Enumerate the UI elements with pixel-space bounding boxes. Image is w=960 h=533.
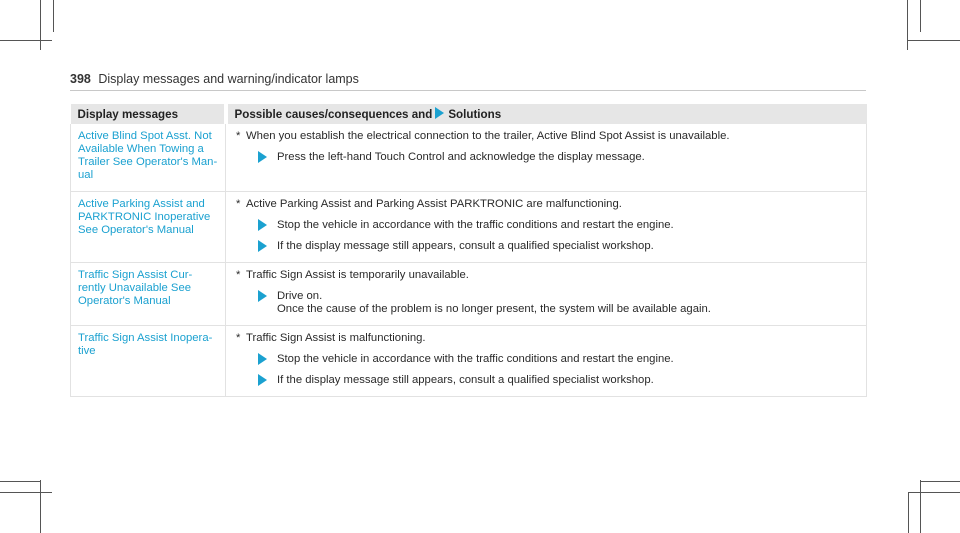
asterisk-icon: *	[236, 269, 241, 281]
table-header-row	[71, 104, 867, 124]
display-message: Active Blind Spot Asst. Not Available When Towing a Trailer See Operator's Man- ual	[71, 124, 226, 192]
solution-cell	[226, 263, 867, 326]
action-arrow-icon	[258, 240, 267, 252]
crop-mark	[908, 492, 909, 533]
column-header-messages: Display messages	[71, 104, 226, 124]
cause	[236, 198, 859, 211]
display-message: Active Parking Assist and PARKTRONIC Inoperative See Operator's Manual	[71, 192, 226, 263]
cause-text: Traffic Sign Assist is malfunctioning.	[246, 332, 426, 344]
solution-cell	[226, 326, 867, 397]
column-header-suffix: Solutions	[448, 108, 502, 121]
table-row	[71, 192, 867, 263]
crop-mark	[920, 480, 921, 533]
action-text: If the display message still appears, consult a qualified specialist workshop.	[277, 374, 654, 386]
cause-text: Active Parking Assist and Parking Assist PARKTRONIC are malfunctioning.	[246, 198, 622, 210]
cause-text: Traffic Sign Assist is temporarily unavailable.	[246, 269, 469, 281]
table-row	[71, 326, 867, 397]
action-text-group	[277, 290, 711, 316]
action-step	[258, 353, 859, 366]
asterisk-icon: *	[236, 130, 241, 142]
crop-mark	[908, 492, 960, 493]
action-step	[258, 290, 859, 316]
action-step	[258, 151, 859, 164]
action-arrow-icon	[258, 290, 267, 302]
action-step	[258, 374, 859, 387]
action-text: Stop the vehicle in accordance with the traffic conditions and restart the engine.	[277, 219, 674, 231]
action-text: Once the cause of the problem is no longer present, the system will be available again.	[277, 303, 711, 315]
action-step	[258, 240, 859, 253]
cause	[236, 269, 859, 282]
crop-mark	[0, 492, 52, 493]
table-row	[71, 124, 867, 192]
table-row	[71, 263, 867, 326]
action-text: If the display message still appears, consult a qualified specialist workshop.	[277, 240, 654, 252]
crop-mark	[40, 0, 41, 50]
display-message: Traffic Sign Assist Cur- rently Unavailable See Operator's Manual	[71, 263, 226, 326]
action-arrow-icon	[258, 353, 267, 365]
action-arrow-icon	[258, 151, 267, 163]
crop-mark	[920, 0, 921, 32]
crop-mark	[40, 480, 41, 533]
cause	[236, 332, 859, 345]
solution-cell	[226, 192, 867, 263]
crop-mark	[920, 481, 960, 482]
page-header-title: Display messages and warning/indicator lamps	[98, 72, 359, 86]
solution-cell	[226, 124, 867, 192]
action-text: Drive on.	[277, 290, 323, 302]
display-messages-table	[70, 104, 867, 397]
action-arrow-icon	[435, 107, 444, 119]
crop-mark	[0, 481, 40, 482]
display-message: Traffic Sign Assist Inopera- tive	[71, 326, 226, 397]
crop-mark	[0, 40, 52, 41]
cause-text: When you establish the electrical connection to the trailer, Active Blind Spot Assist is unavailable.	[246, 130, 730, 142]
page-number: 398	[70, 72, 91, 86]
column-header-solutions	[226, 104, 867, 124]
cause	[236, 130, 859, 143]
asterisk-icon: *	[236, 198, 241, 210]
action-arrow-icon	[258, 374, 267, 386]
page-header	[70, 72, 359, 86]
crop-mark	[53, 0, 54, 32]
crop-mark	[907, 0, 908, 50]
crop-mark	[908, 40, 960, 41]
action-text: Stop the vehicle in accordance with the traffic conditions and restart the engine.	[277, 353, 674, 365]
action-text: Press the left-hand Touch Control and acknowledge the display message.	[277, 151, 645, 163]
action-arrow-icon	[258, 219, 267, 231]
column-header-prefix: Possible causes/consequences and	[234, 108, 433, 121]
asterisk-icon: *	[236, 332, 241, 344]
header-divider	[70, 90, 866, 91]
action-step	[258, 219, 859, 232]
